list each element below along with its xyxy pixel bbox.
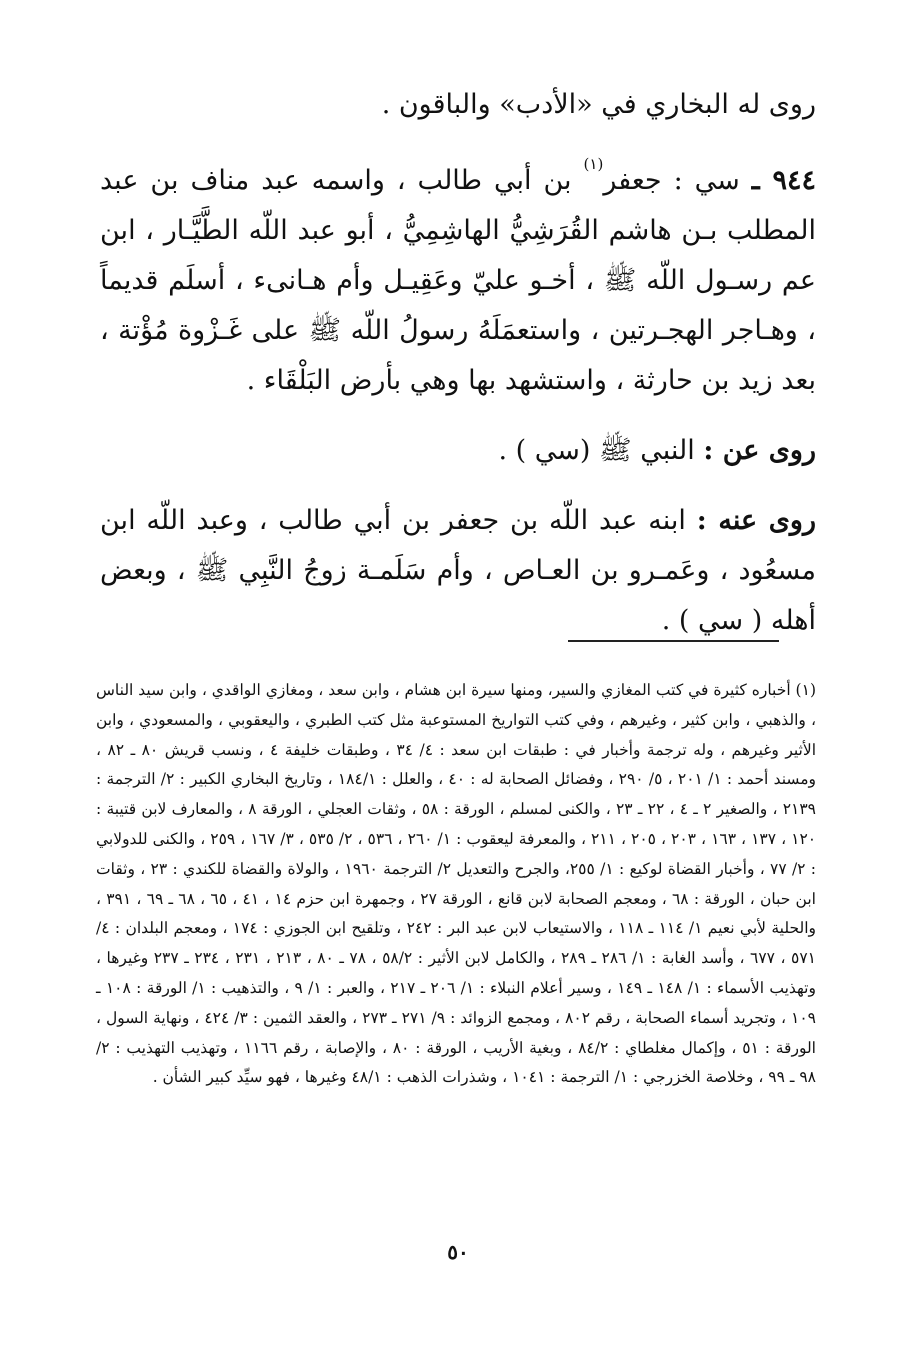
- footnote-ref: (١): [583, 155, 604, 173]
- narrated-by: [100, 496, 816, 646]
- narrated-by-text: ابنه عبد اللّه بن جعفر بن أبي طالب ، وعبد اللّه ابن مسعُود ، وعَمـرو بن العـاص ، وأم سَلَمـة زوجُ النَّبِي ﷺ ، وبعض أهله ( سي ) .: [100, 505, 816, 636]
- footnote-divider: [568, 640, 779, 642]
- entry-text: بن أبي طالب ، واسمه عبد مناف بن عبد المطلب بـن هاشم القُرَشِيُّ الهاشِمِيُّ ، أبو عبد اللّه الطَّيَّـار ، ابن عم رسـول اللّه ﷺ ، أخـو عليّ وعَقِيـل وأم هـانىء ، أسلَم قديماً ، وهـاجر الهجـرتين ، واستعمَلَهُ رسولُ اللّه ﷺ على غَـزْوة مُؤْتة ، بعد زيد بن حارثة ، واستشهد بها وهي بأرض البَلْقَاء .: [100, 165, 816, 396]
- narrated-by-label: روى عنه :: [696, 505, 816, 536]
- narrated-from: [100, 426, 816, 476]
- main-text: [100, 80, 816, 646]
- biography-entry: [100, 156, 816, 406]
- entry-code: سي :: [673, 165, 740, 196]
- narrated-from-label: روى عن :: [703, 435, 816, 466]
- page-number: ٥٠: [447, 1240, 469, 1264]
- footnote-text: (١) أخباره كثيرة في كتب المغازي والسير، ومنها سيرة ابن هشام ، وابن سعد ، ومغازي الواقدي ، وابن سيد الناس ، والذهبي ، وابن كثير ، وغيرهم ، وفي كتب التواريخ المستوعبة مثل كتب الطبري ، واليعقوبي ، والمسعودي ، وابن الأثير وغيرهم ، وله ترجمة وأخبار في : طبقات ابن سعد : ٤/ ٣٤ ، وطبقات خليفة ٤ ، ونسب قريش ٨٠ ـ ٨٢ ، ومسند أحمد : ١/ ٢٠١ ، ٥/ ٢٩٠ ، وفضائل الصحابة له : ٤٠ ، والعلل : ١٨٤/١ ، وتاريخ البخاري الكبير : ٢/ الترجمة : ٢١٣٩ ، والصغير ٢ ـ ٤ ، ٢٢ ـ ٢٣ ، والكنى لمسلم ، الورقة : ٥٨ ، وثقات العجلي ، الورقة ٨ ، والمعارف لابن قتيبة : ١٢٠ ، ١٣٧ ، ١٦٣ ، ٢٠٣ ، ٢٠٥ ، ٢١١ ، والمعرفة ليعقوب : ١/ ٢٦٠ ، ٥٣٦ ، ٢/ ٥٣٥ ، ٣/ ١٦٧ ، ٢٥٩ ، والكنى للدولابي : ٢/ ٧٧ ، وأخبار القضاة لوكيع : ١/ ٢٥٥، والجرح والتعديل ٢/ الترجمة ١٩٦٠ ، والولاة والقضاة للكندي : ٢٣ ، وثقات ابن حبان ، الورقة : ٦٨ ، ومعجم الصحابة لابن قانع ، الورقة ٢٧ ، وجمهرة ابن حزم ١٤ ، ٤١ ، ٦٥ ، ٦٨ ـ ٦٩ ، ٣٩١ ، والحلية لأبي نعيم ١/ ١١٤ ـ ١١٨ ، والاستيعاب لابن عبد البر : ٢٤٢ ، وتلقيح ابن الجوزي : ١٧٤ ، ومعجم البلدان : ٤/ ٥٧١ ، ٦٧٧ ، وأسد الغابة : ١/ ٢٨٦ ـ ٢٨٩ ، والكامل لابن الأثير : ٥٨/٢ ، ٧٨ ـ ٨٠ ، ٢١٣ ، ٢٣١ ، ٢٣٤ ـ ٢٣٧ وغيرها ، وتهذيب الأسماء : ١/ ١٤٨ ـ ١٤٩ ، وسير أعلام النبلاء : ١/ ٢٠٦ ـ ٢١٧ ، والعبر : ١/ ٩ ، والتذهيب : ١/ الورقة : ١٠٨ ـ ١٠٩ ، وتجريد أسماء الصحابة ، رقم ٨٠٢ ، ومجمع الزوائد : ٩/ ٢٧١ ـ ٢٧٣ ، والعقد الثمين : ٣/ ٤٢٤ ، ونهاية السول ، الورقة : ٥١ ، وإكمال مغلطاي : ٨٤/٢ ، وبغية الأريب ، الورقة : ٨٠ ، والإصابة ، رقم ١١٦٦ ، وتهذيب التهذيب : ٢/ ٩٨ ـ ٩٩ ، وخلاصة الخزرجي : ١/ الترجمة : ١٠٤١ ، وشذرات الذهب : ٤٨/١ وغيرها ، فهو سيِّد كبير الشأن .: [96, 681, 817, 1087]
- intro-line: روى له البخاري في «الأدب» والباقون .: [381, 89, 816, 120]
- entry-name: جعفر: [603, 165, 662, 196]
- entry-number: ٩٤٤ ـ: [751, 165, 816, 196]
- footnote: [96, 676, 816, 1093]
- narrated-from-text: النبي ﷺ (سي ) .: [498, 435, 695, 466]
